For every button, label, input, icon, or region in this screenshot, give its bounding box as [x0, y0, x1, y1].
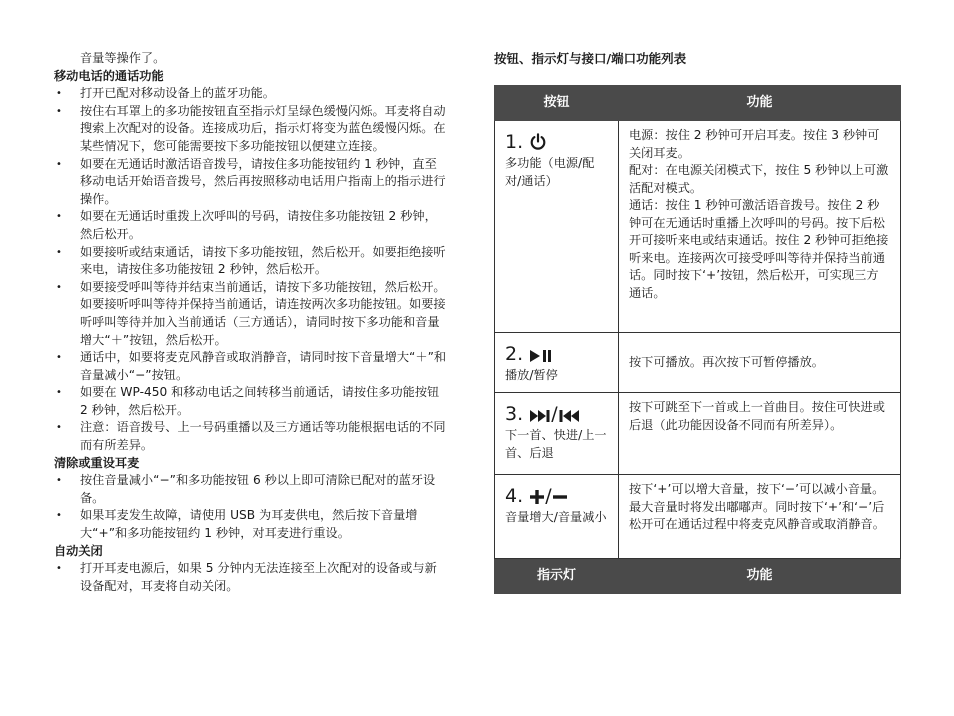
left-column	[54, 50, 448, 595]
table-row	[495, 393, 901, 475]
list-item: • 打开已配对移动设备上的蓝牙功能。	[54, 85, 448, 103]
row-function	[619, 475, 901, 559]
header-function: 功能	[619, 86, 901, 121]
list-item: • 如果耳麦发生故障，请使用 USB 为耳麦供电，然后按下音量增大“+”和多功能按钮约 1 秒钟，对耳麦进行重设。	[54, 507, 448, 542]
function-line: 按下‘+’可以增大音量，按下‘−’可以减小音量。最大音量时将发出嘟嘟声。同时按下‘+’和‘−’后松开可在通话过程中将麦克风静音或取消静音。	[629, 482, 885, 531]
power-icon	[529, 133, 547, 151]
section-mobile-call	[54, 68, 448, 455]
row-key	[495, 121, 619, 333]
table-row	[495, 121, 901, 333]
row-number-with-icon	[505, 401, 610, 427]
row-function	[619, 121, 901, 333]
previous-track-icon	[558, 409, 580, 423]
row-key	[495, 333, 619, 393]
list-item: • 如要在无通话时重拨上次呼叫的号码，请按住多功能按钮 2 秒钟，然后松开。	[54, 208, 448, 243]
section-heading: 移动电话的通话功能	[54, 68, 164, 83]
section-reset	[54, 455, 448, 543]
list-item: • 如要接听或结束通话，请按下多功能按钮，然后松开。如要拒绝接听来电，请按住多功能按钮 2 秒钟，然后松开。	[54, 244, 448, 279]
header-function: 功能	[619, 559, 901, 594]
section-auto-off	[54, 543, 448, 596]
row-function	[619, 393, 901, 475]
intro-continuation: 音量等操作了。	[80, 51, 166, 65]
row-number: 4.	[505, 485, 524, 507]
header-indicator: 指示灯	[495, 559, 619, 594]
function-table	[494, 85, 901, 594]
play-pause-icon	[529, 349, 553, 363]
table-row	[495, 475, 901, 559]
right-column	[494, 50, 900, 584]
table-footer-row	[495, 559, 901, 594]
table-title: 按钮、指示灯与接口/端口功能列表	[494, 51, 687, 66]
function-line: 按下可跳至下一首或上一首曲目。按住可快进或后退（此功能因设备不同而有所差异）。	[629, 400, 885, 432]
row-number-with-icon	[505, 129, 610, 155]
next-track-icon	[529, 409, 551, 423]
function-line: 配对：在电源关闭模式下，按住 5 秒钟以上可激活配对模式。	[629, 163, 889, 195]
row-number-with-icon	[505, 483, 610, 509]
list-item: • 如要在 WP-450 和移动电话之间转移当前通话，请按住多功能按钮 2 秒钟，然后松开。	[54, 384, 448, 419]
list-item: • 打开耳麦电源后，如果 5 分钟内无法连接至上次配对的设备或与新设备配对，耳麦将自动关闭。	[54, 560, 448, 595]
icon-separator: /	[545, 485, 552, 507]
header-button: 按钮	[495, 86, 619, 121]
function-line: 按下可播放。再次按下可暂停播放。	[629, 354, 824, 369]
icon-separator: /	[551, 403, 558, 425]
list-item: • 如要在无通话时激活语音拨号，请按住多功能按钮约 1 秒钟，直至移动电话开始语音拨号，然后再按照移动电话用户指南上的指示进行操作。	[54, 156, 448, 209]
minus-icon	[552, 489, 568, 505]
row-number: 1.	[505, 131, 524, 153]
row-number: 3.	[505, 403, 524, 425]
row-label: 多功能（电源/配对/通话）	[505, 156, 595, 188]
list-item: • 如要接受呼叫等待并结束当前通话，请按下多功能按钮，然后松开。如要接听呼叫等待并保持当前通话，请连按两次多功能按钮。如要接听呼叫等待并加入当前通话（三方通话），请同时按下多功能和音量增大“＋”按钮，然后松开。	[54, 279, 448, 349]
row-key	[495, 475, 619, 559]
plus-icon	[529, 489, 545, 505]
row-function	[619, 333, 901, 393]
row-key	[495, 393, 619, 475]
function-line: 电源：按住 2 秒钟可开启耳麦。按住 3 秒钟可关闭耳麦。	[629, 128, 880, 160]
list-item: • 通话中，如要将麦克风静音或取消静音，请同时按下音量增大“＋”和音量减小“−”按钮。	[54, 349, 448, 384]
table-row	[495, 333, 901, 393]
table-header-row	[495, 86, 901, 121]
row-label: 播放/暂停	[505, 368, 558, 382]
list-item: • 注意：语音拨号、上一号码重播以及三方通话等功能根据电话的不同而有所差异。	[54, 419, 448, 454]
row-label: 音量增大/音量减小	[505, 510, 607, 524]
section-heading: 清除或重设耳麦	[54, 455, 140, 470]
list-item: • 按住音量减小“−”和多功能按钮 6 秒以上即可清除已配对的蓝牙设备。	[54, 472, 448, 507]
function-line: 通话：按住 1 秒钟可激活语音拨号。按住 2 秒钟可在无通话时重播上次呼叫的号码。按下后松开可接听来电或结束通话。按住 2 秒钟可拒绝接听来电。连接两次可接受呼叫等待并保持当前通话。同时按下‘+’按钮，然后松开，可实现三方通话。	[629, 198, 889, 300]
row-number-with-icon	[505, 341, 610, 367]
section-heading: 自动关闭	[54, 543, 103, 558]
row-number: 2.	[505, 343, 524, 365]
list-item: • 按住右耳罩上的多功能按钮直至指示灯呈绿色缓慢闪烁。耳麦将自动搜索上次配对的设备。连接成功后，指示灯将变为蓝色缓慢闪烁。在某些情况下，您可能需要按下多功能按钮以便建立连接。	[54, 103, 448, 156]
row-label: 下一首、快进/上一首、后退	[505, 428, 607, 460]
